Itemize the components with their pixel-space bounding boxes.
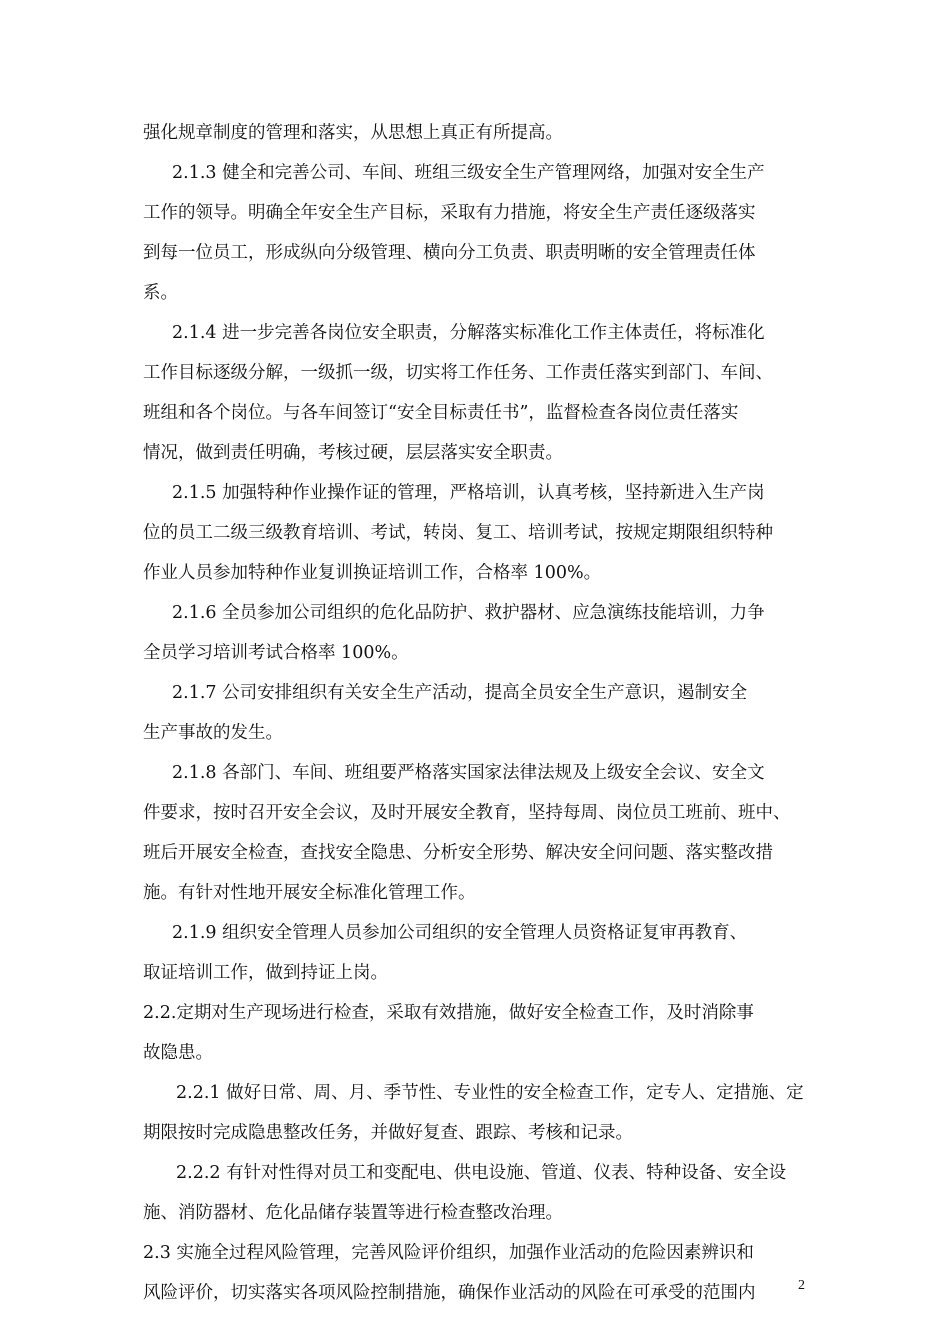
text-line: 风险评价，切实落实各项风险控制措施，确保作业活动的风险在可承受的范围内 <box>143 1283 756 1303</box>
text-line: 工作目标逐级分解，一级抓一级，切实将工作任务、工作责任落实到部门、车间、 <box>143 363 773 383</box>
text-line: 期限按时完成隐患整改任务，并做好复查、跟踪、考核和记录。 <box>143 1123 633 1143</box>
text-line: 2.2.2 有针对性得对员工和变配电、供电设施、管道、仪表、特种设备、安全设 <box>176 1163 787 1183</box>
text-line: 2.1.7 公司安排组织有关安全生产活动，提高全员安全生产意识，遏制安全 <box>172 683 748 703</box>
text-line: 施、消防器材、危化品储存装置等进行检查整改治理。 <box>143 1203 563 1223</box>
text-line: 故隐患。 <box>143 1043 213 1063</box>
text-line: 班后开展安全检查，查找安全隐患、分析安全形势、解决安全问问题、落实整改措 <box>143 843 773 863</box>
text-line: 系。 <box>143 283 178 303</box>
text-line: 班组和各个岗位。与各车间签订“安全目标责任书”，监督检查各岗位责任落实 <box>143 403 739 423</box>
text-line: 2.3 实施全过程风险管理，完善风险评价组织，加强作业活动的危险因素辨识和 <box>143 1243 754 1263</box>
text-line: 施。有针对性地开展安全标准化管理工作。 <box>143 883 476 903</box>
text-line: 作业人员参加特种作业复训换证培训工作，合格率 100%。 <box>143 563 602 583</box>
text-line: 2.1.5 加强特种作业操作证的管理，严格培训，认真考核，坚持新进入生产岗 <box>172 483 765 503</box>
text-line: 位的员工二级三级教育培训、考试，转岗、复工、培训考试，按规定期限组织特种 <box>143 523 773 543</box>
text-line: 全员学习培训考试合格率 100%。 <box>143 643 409 663</box>
page-number: 2 <box>798 1278 805 1293</box>
text-line: 生产事故的发生。 <box>143 723 283 743</box>
text-line: 到每一位员工，形成纵向分级管理、横向分工负责、职责明晰的安全管理责任体 <box>143 243 756 263</box>
text-line: 件要求，按时召开安全会议，及时开展安全教育，坚持每周、岗位员工班前、班中、 <box>143 803 791 823</box>
text-line: 2.1.8 各部门、车间、班组要严格落实国家法律法规及上级安全会议、安全文 <box>172 763 765 783</box>
text-line: 取证培训工作，做到持证上岗。 <box>143 963 388 983</box>
text-line: 2.2.定期对生产现场进行检查，采取有效措施，做好安全检查工作，及时消除事 <box>143 1003 754 1023</box>
text-line: 2.1.3 健全和完善公司、车间、班组三级安全生产管理网络，加强对安全生产 <box>172 163 765 183</box>
text-line: 情况，做到责任明确，考核过硬，层层落实安全职责。 <box>143 443 563 463</box>
text-line: 2.1.4 进一步完善各岗位安全职责，分解落实标准化工作主体责任，将标准化 <box>172 323 765 343</box>
text-line: 工作的领导。明确全年安全生产目标，采取有力措施，将安全生产责任逐级落实 <box>143 203 756 223</box>
text-line: 强化规章制度的管理和落实，从思想上真正有所提高。 <box>143 123 563 143</box>
text-line: 2.1.6 全员参加公司组织的危化品防护、救护器材、应急演练技能培训，力争 <box>172 603 765 623</box>
text-line: 2.1.9 组织安全管理人员参加公司组织的安全管理人员资格证复审再教育、 <box>172 923 748 943</box>
text-line: 2.2.1 做好日常、周、月、季节性、专业性的安全检查工作，定专人、定措施、定 <box>176 1083 804 1103</box>
